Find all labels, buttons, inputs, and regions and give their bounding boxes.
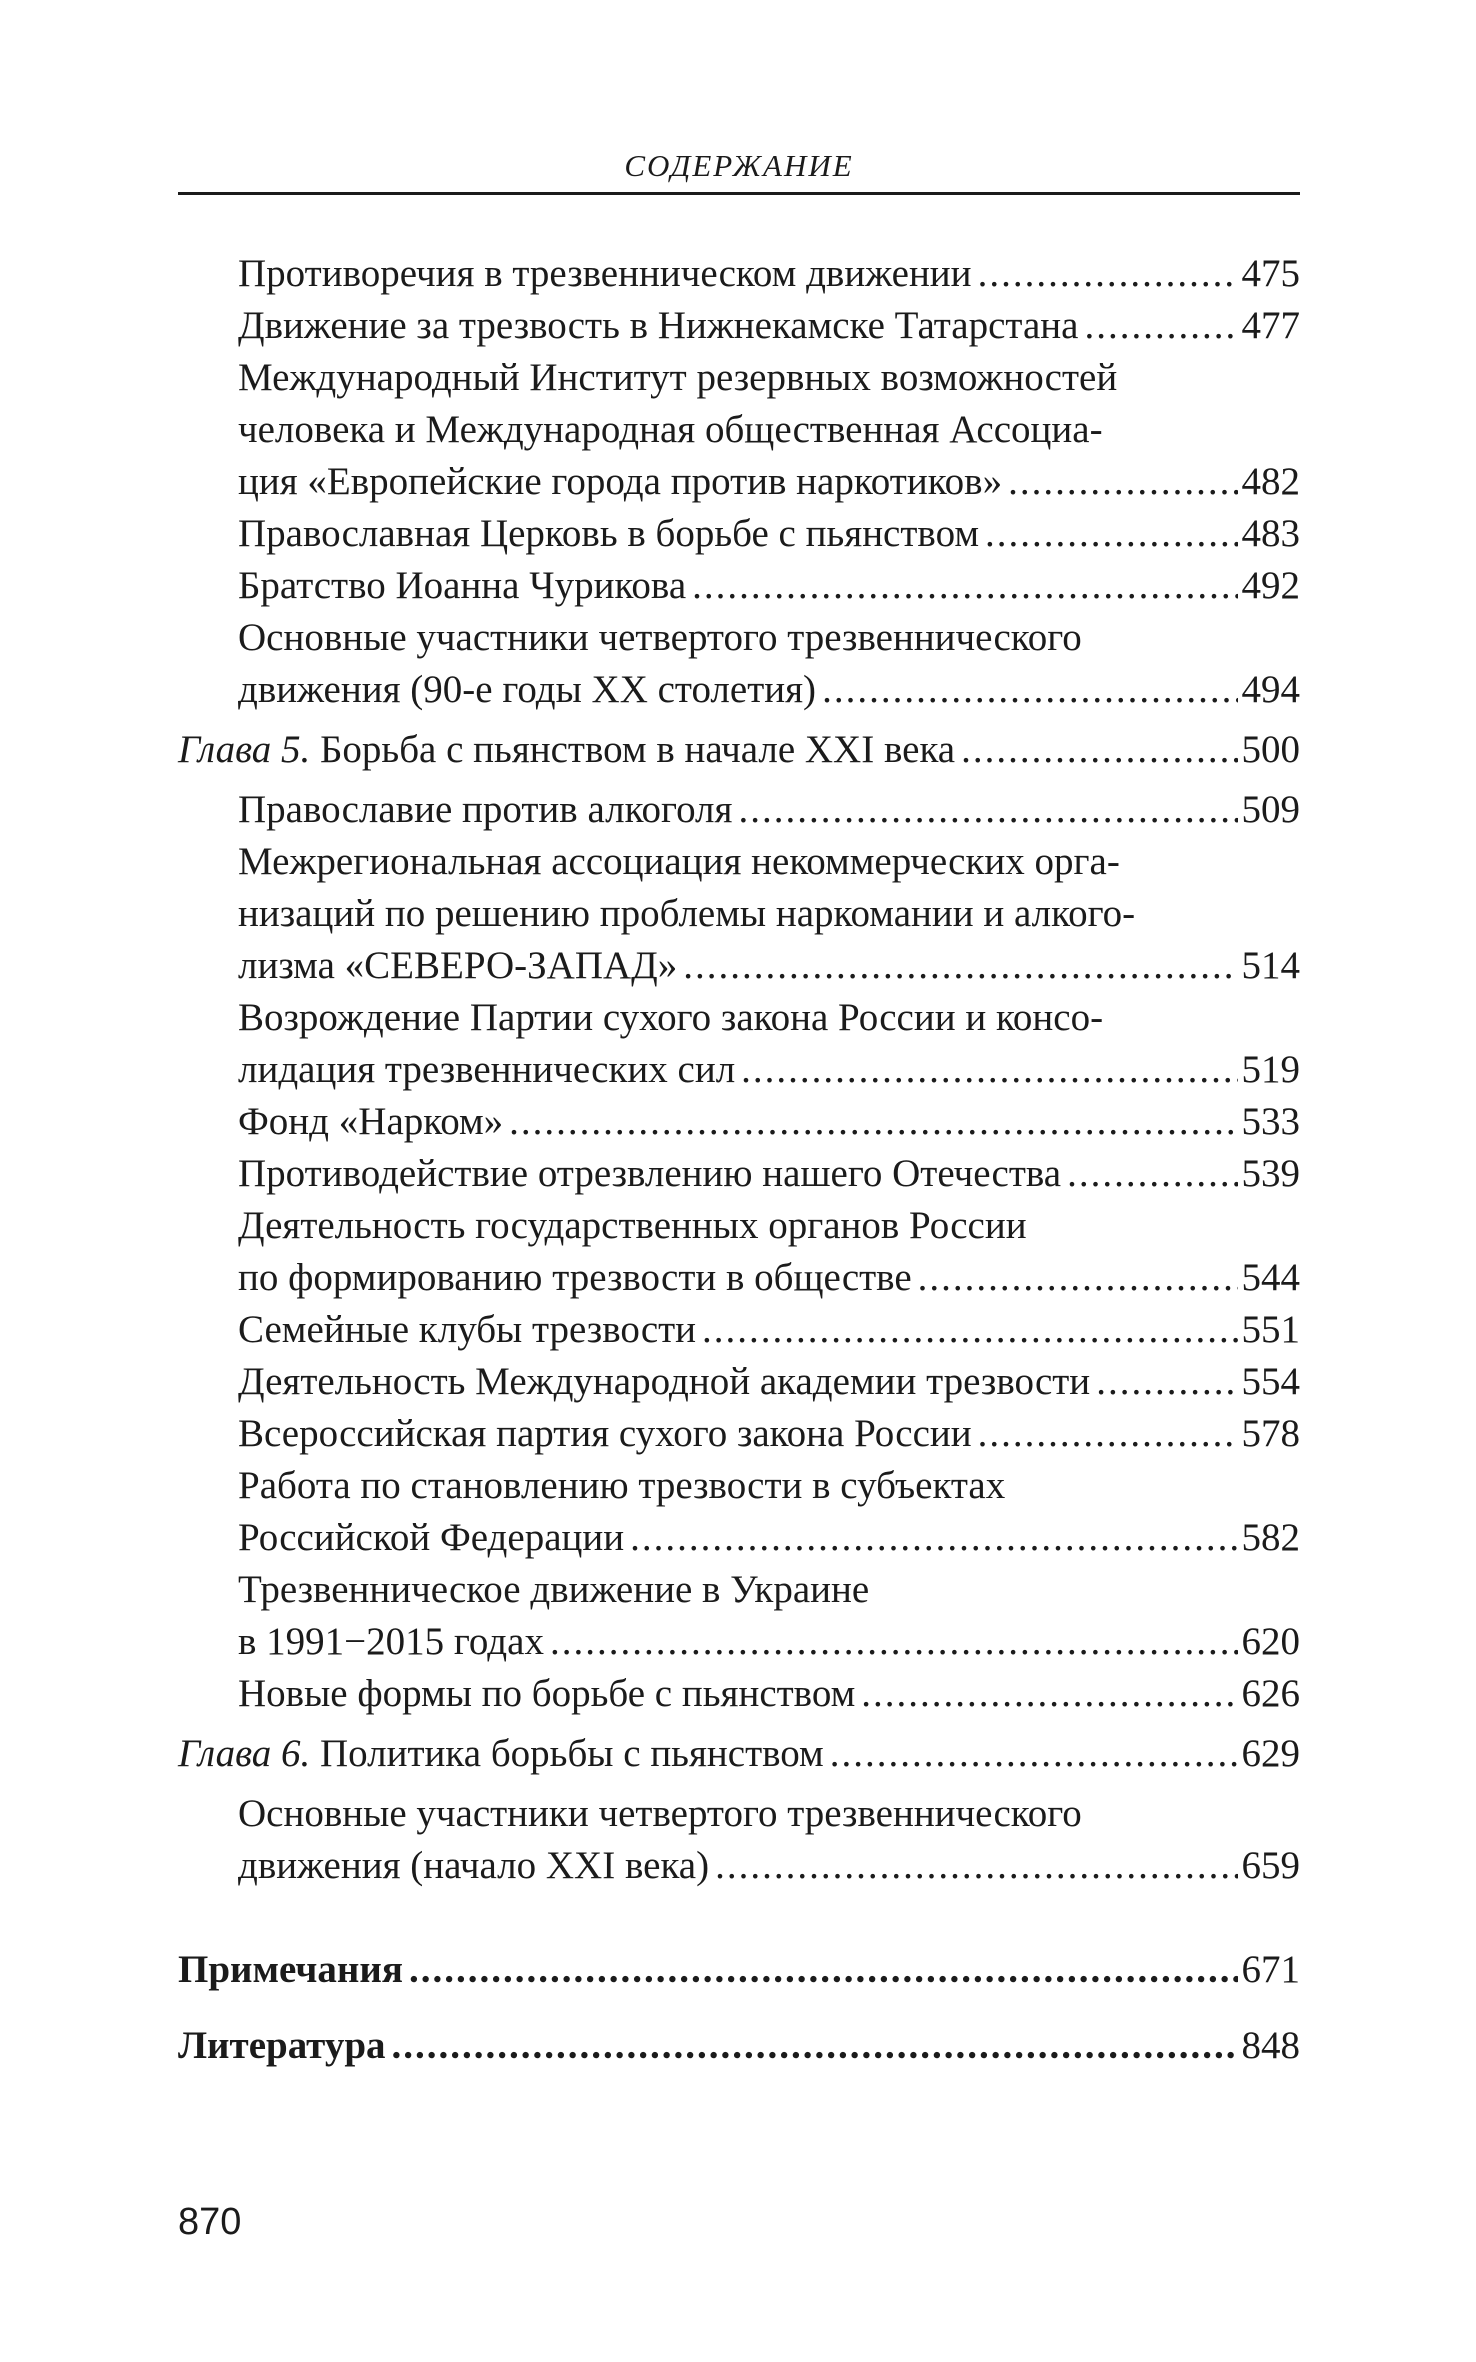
- entry-title-line: Основные участники четвертого трезвеннического: [238, 1792, 1082, 1835]
- chapter-label: Глава 6.: [178, 1732, 311, 1775]
- toc-entry[interactable]: [178, 352, 1300, 508]
- entry-title: лизма «СЕВЕРО-ЗАПАД»: [238, 944, 678, 987]
- page-number: 620: [1241, 1620, 1300, 1663]
- dot-leader: [409, 1944, 1238, 1996]
- toc-entry[interactable]: [178, 508, 1300, 560]
- entry-title: Фонд «Нарком»: [238, 1100, 504, 1143]
- toc-entry[interactable]: [178, 1148, 1300, 1200]
- page-number: 626: [1241, 1672, 1300, 1715]
- page-number: 659: [1241, 1844, 1300, 1887]
- page-number: 483: [1241, 512, 1300, 555]
- entry-title-line: Основные участники четвертого трезвеннического: [238, 616, 1082, 659]
- toc-entry[interactable]: [178, 560, 1300, 612]
- toc-entry[interactable]: [178, 1304, 1300, 1356]
- page-number: 492: [1241, 564, 1300, 607]
- toc-entry[interactable]: [178, 612, 1300, 716]
- page-number: 554: [1241, 1360, 1300, 1403]
- entry-title-line: Трезвенническое движение в Украине: [238, 1568, 870, 1611]
- dot-leader: [550, 1616, 1238, 1668]
- dot-leader: [822, 664, 1237, 716]
- entry-title: в 1991−2015 годах: [238, 1620, 544, 1663]
- dot-leader: [630, 1512, 1237, 1564]
- toc-entry[interactable]: [178, 836, 1300, 992]
- dot-leader: [1067, 1148, 1237, 1200]
- toc-entry[interactable]: [178, 1788, 1300, 1892]
- toc-notes-entry[interactable]: [178, 1944, 1300, 1996]
- page-number: 582: [1241, 1516, 1300, 1559]
- dot-leader: [683, 940, 1237, 992]
- entry-title: Примечания: [178, 1948, 403, 1991]
- entry-title: Новые формы по борьбе с пьянством: [238, 1672, 856, 1715]
- entry-title-line: Деятельность государственных органов России: [238, 1204, 1027, 1247]
- page-number: 519: [1241, 1048, 1300, 1091]
- dot-leader: [741, 1044, 1237, 1096]
- page-number: 494: [1241, 668, 1300, 711]
- page-number: 544: [1241, 1256, 1300, 1299]
- entry-title: Противодействие отрезвлению нашего Отечества: [238, 1152, 1062, 1195]
- page-number: 629: [1241, 1732, 1300, 1775]
- page-number: 848: [1241, 2024, 1300, 2067]
- dot-leader: [1008, 456, 1237, 508]
- toc-entry[interactable]: [178, 784, 1300, 836]
- entry-title: движения (90-е годы XX столетия): [238, 668, 817, 711]
- toc-entry[interactable]: [178, 300, 1300, 352]
- entry-title-line: Международный Институт резервных возможностей: [238, 356, 1118, 399]
- chapter-label: Глава 5.: [178, 728, 311, 771]
- page-number: 514: [1241, 944, 1300, 987]
- page-number: 533: [1241, 1100, 1300, 1143]
- entry-title: Политика борьбы с пьянством: [320, 1732, 824, 1775]
- toc-entry[interactable]: [178, 1408, 1300, 1460]
- entry-title: ция «Европейские города против наркотиков»: [238, 460, 1003, 503]
- entry-title: Семейные клубы трезвости: [238, 1308, 697, 1351]
- toc-entry[interactable]: [178, 1200, 1300, 1304]
- entry-title: Всероссийская партия сухого закона России: [238, 1412, 972, 1455]
- entry-title: Противоречия в трезвенническом движении: [238, 252, 972, 295]
- entry-title: Православная Церковь в борьбе с пьянством: [238, 512, 979, 555]
- dot-leader: [985, 508, 1238, 560]
- dot-leader: [509, 1096, 1237, 1148]
- dot-leader: [830, 1728, 1238, 1780]
- dot-leader: [978, 248, 1238, 300]
- entry-title: Братство Иоанна Чурикова: [238, 564, 687, 607]
- toc-chapter-entry[interactable]: [178, 1728, 1300, 1780]
- toc-entry[interactable]: [178, 1460, 1300, 1564]
- entry-title: Литература: [178, 2024, 386, 2067]
- toc-entry[interactable]: [178, 1356, 1300, 1408]
- dot-leader: [738, 784, 1237, 836]
- entry-title: движения (начало XXI века): [238, 1844, 710, 1887]
- running-head: СОДЕРЖАНИЕ: [624, 148, 854, 183]
- entry-title-line: Межрегиональная ассоциация некоммерческих орга-: [238, 840, 1120, 883]
- page-number: 482: [1241, 460, 1300, 503]
- page-number: 509: [1241, 788, 1300, 831]
- page-number: 539: [1241, 1152, 1300, 1195]
- dot-leader: [392, 2020, 1238, 2072]
- entry-title: по формированию трезвости в обществе: [238, 1256, 912, 1299]
- page-number-folio: 870: [178, 2201, 242, 2243]
- entry-title-line: низаций по решению проблемы наркомании и алкого-: [238, 892, 1136, 935]
- dot-leader: [692, 560, 1237, 612]
- toc-entry[interactable]: [178, 992, 1300, 1096]
- header-rule: [178, 192, 1300, 195]
- dot-leader: [715, 1840, 1237, 1892]
- table-of-contents: [178, 248, 1300, 2072]
- entry-title: Деятельность Международной академии трезвости: [238, 1360, 1091, 1403]
- toc-chapter-entry[interactable]: [178, 724, 1300, 776]
- entry-title: Борьба с пьянством в начале XXI века: [320, 728, 956, 771]
- dot-leader: [1096, 1356, 1237, 1408]
- dot-leader: [702, 1304, 1237, 1356]
- dot-leader: [961, 724, 1237, 776]
- page-number: 578: [1241, 1412, 1300, 1455]
- page-number: 477: [1241, 304, 1300, 347]
- toc-page: [178, 0, 1300, 2362]
- toc-entry[interactable]: [178, 248, 1300, 300]
- entry-title-line: Работа по становлению трезвости в субъектах: [238, 1464, 1006, 1507]
- toc-entry[interactable]: [178, 1668, 1300, 1720]
- entry-title: лидация трезвеннических сил: [238, 1048, 736, 1091]
- dot-leader: [918, 1252, 1238, 1304]
- page-number: 551: [1241, 1308, 1300, 1351]
- entry-title: Православие против алкоголя: [238, 788, 733, 831]
- toc-entry[interactable]: [178, 1096, 1300, 1148]
- dot-leader: [978, 1408, 1238, 1460]
- toc-entry[interactable]: [178, 1564, 1300, 1668]
- entry-title: Российской Федерации: [238, 1516, 625, 1559]
- dot-leader: [1084, 300, 1237, 352]
- page-number: 475: [1241, 252, 1300, 295]
- entry-title: Движение за трезвость в Нижнекамске Татарстана: [238, 304, 1079, 347]
- page-number: 671: [1241, 1948, 1300, 1991]
- dot-leader: [861, 1668, 1237, 1720]
- page-number: 500: [1241, 728, 1300, 771]
- entry-title-line: человека и Международная общественная Ассоциа-: [238, 408, 1103, 451]
- toc-literature-entry[interactable]: [178, 2020, 1300, 2072]
- entry-title-line: Возрождение Партии сухого закона России и консо-: [238, 996, 1104, 1039]
